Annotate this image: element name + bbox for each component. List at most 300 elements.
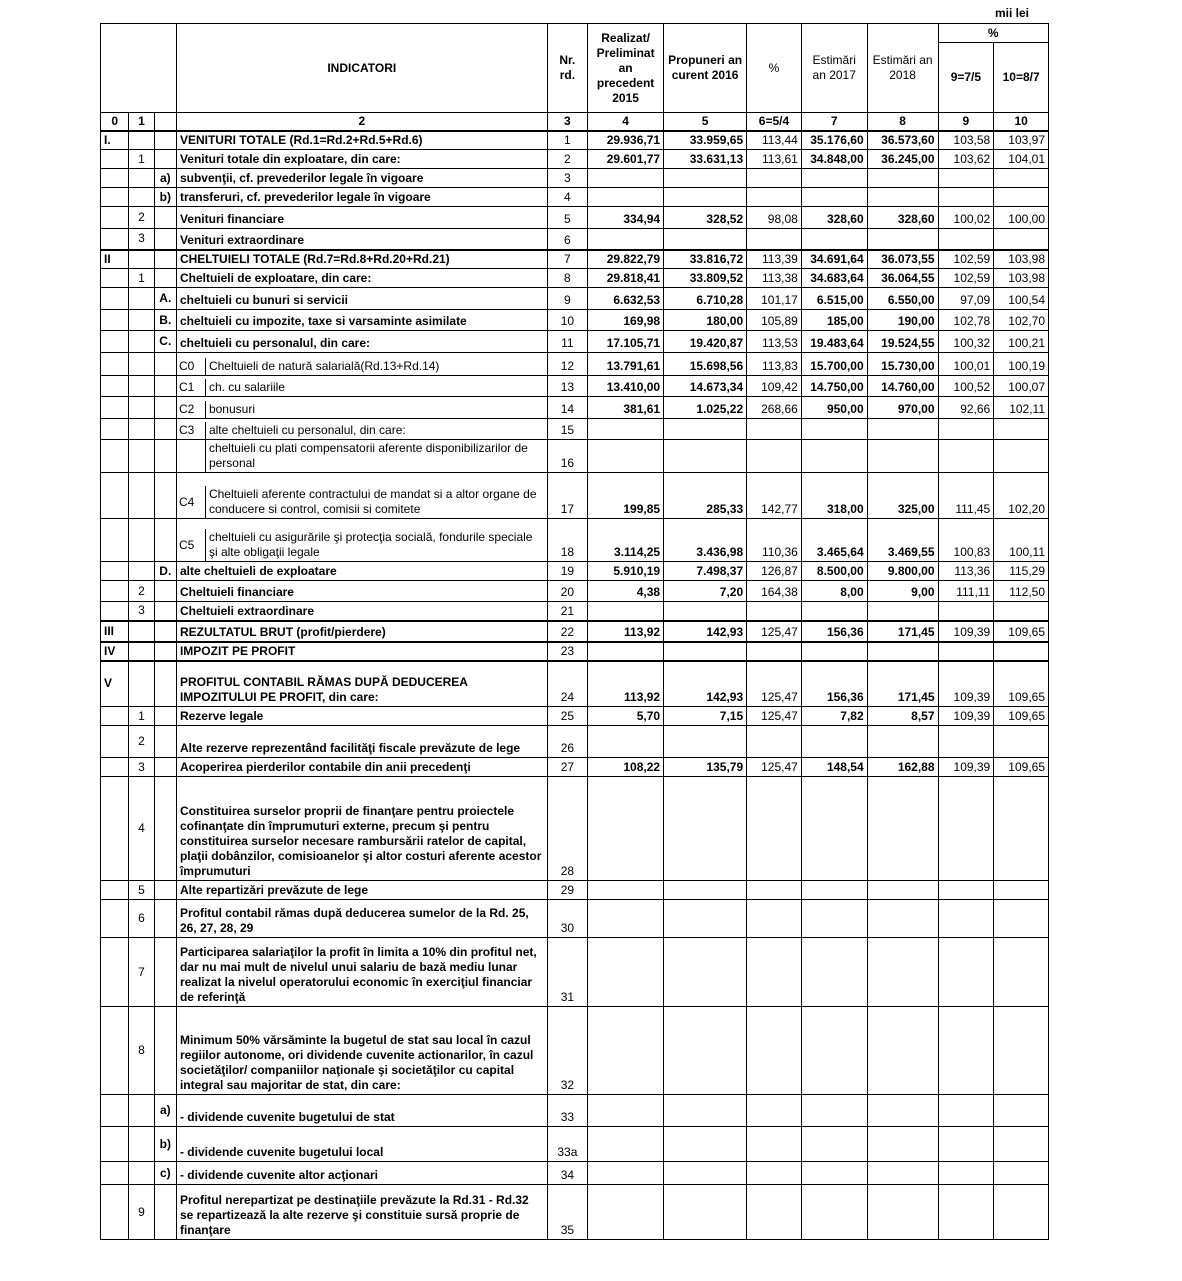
indicator-label: Alte repartizări prevăzute de lege — [176, 881, 547, 900]
pct-6 — [747, 602, 802, 621]
row-number: 12 — [547, 353, 588, 376]
pct-6 — [747, 1127, 802, 1162]
value-2017 — [801, 900, 867, 938]
value-2015: 108,22 — [588, 758, 664, 777]
value-2017: 156,36 — [801, 661, 867, 707]
value-2018 — [867, 1185, 938, 1240]
pct-10: 102,11 — [994, 397, 1049, 419]
section-number — [129, 331, 154, 353]
value-2015 — [588, 419, 664, 440]
section-number: 5 — [129, 881, 154, 900]
value-2017: 6.515,00 — [801, 288, 867, 310]
value-2015: 17.105,71 — [588, 331, 664, 353]
section-letter: b) — [154, 1127, 176, 1162]
section-roman — [101, 1095, 129, 1127]
value-2018: 8,57 — [867, 707, 938, 726]
section-number — [129, 621, 154, 642]
header-estimari-2017: Estimări an 2017 — [801, 24, 867, 113]
pct-6: 98,08 — [747, 207, 802, 229]
table-row — [101, 229, 1049, 250]
pct-10: 102,70 — [994, 310, 1049, 331]
section-number: 1 — [129, 150, 154, 169]
value-2018: 15.730,00 — [867, 353, 938, 376]
section-letter — [154, 777, 176, 881]
value-2015 — [588, 229, 664, 250]
value-2016: 7.498,37 — [664, 562, 747, 581]
value-2017 — [801, 440, 867, 473]
pct-9: 109,39 — [938, 758, 994, 777]
value-2015: 4,38 — [588, 581, 664, 602]
pct-6 — [747, 726, 802, 758]
value-2017: 8,00 — [801, 581, 867, 602]
indicator-label — [176, 376, 547, 397]
section-number — [129, 288, 154, 310]
indicator-label: Profitul contabil rămas după deducerea sumelor de la Rd. 25, 26, 27, 28, 29 — [176, 900, 547, 938]
column-index-1: 1 — [129, 113, 154, 132]
value-2016 — [664, 440, 747, 473]
value-2018: 36.245,00 — [867, 150, 938, 169]
row-number: 35 — [547, 1185, 588, 1240]
value-2017 — [801, 881, 867, 900]
value-2015 — [588, 169, 664, 188]
section-letter — [154, 269, 176, 288]
row-number: 20 — [547, 581, 588, 602]
value-2018 — [867, 726, 938, 758]
indicator-label: alte cheltuieli de exploatare — [176, 562, 547, 581]
table-row — [101, 473, 1049, 519]
table-row — [101, 188, 1049, 207]
header-nr-rd: Nr. rd. — [547, 24, 588, 113]
indicator-label: Profitul nerepartizat pe destinaţiile prevăzute la Rd.31 - Rd.32 se repartizează la alte rezerve şi constituie sursă proprie de finanţare — [176, 1185, 547, 1240]
row-number: 34 — [547, 1162, 588, 1185]
pct-6: 126,87 — [747, 562, 802, 581]
indicator-label: Minimum 50% vărsăminte la bugetul de stat sau local în cazul regiilor autonome, ori dividende cuvenite actionarilor, în cazul societăţilor/ companiilor naţionale şi societăţilor cu capital integral sau majoritar de stat, din care: — [176, 1007, 547, 1095]
section-roman — [101, 938, 129, 1007]
pct-9 — [938, 229, 994, 250]
section-number: 9 — [129, 1185, 154, 1240]
indicator-label: - dividende cuvenite altor acţionari — [176, 1162, 547, 1185]
section-number — [129, 661, 154, 707]
pct-6: 113,53 — [747, 331, 802, 353]
indicator-label: Constituirea surselor proprii de finanţare pentru proiectele cofinanţate din împrumuturi externe, precum şi pentru constituirea surselor necesare rambursării ratelor de capital, plaţii dobânzilor, comisioanelor şi altor costuri aferente acestor împrumuturi — [176, 777, 547, 881]
value-2018 — [867, 1095, 938, 1127]
section-number: 3 — [129, 758, 154, 777]
column-index-3: 2 — [176, 113, 547, 132]
section-letter: b) — [154, 188, 176, 207]
value-2016 — [664, 1007, 747, 1095]
indicator-label: Rezerve legale — [176, 707, 547, 726]
indicator-label: Venituri totale din exploatare, din care: — [176, 150, 547, 169]
section-roman — [101, 519, 129, 562]
header-realizat: Realizat/ Preliminat an precedent 2015 — [588, 24, 664, 113]
table-row — [101, 519, 1049, 562]
table-row — [101, 397, 1049, 419]
pct-10: 109,65 — [994, 661, 1049, 707]
pct-9 — [938, 726, 994, 758]
pct-10: 100,54 — [994, 288, 1049, 310]
pct-10 — [994, 642, 1049, 661]
indicator-label: CHELTUIELI TOTALE (Rd.7=Rd.8+Rd.20+Rd.21) — [176, 250, 547, 269]
section-number: 1 — [129, 707, 154, 726]
value-2018 — [867, 881, 938, 900]
value-2015: 169,98 — [588, 310, 664, 331]
pct-9: 111,45 — [938, 473, 994, 519]
indicator-label: Venituri financiare — [176, 207, 547, 229]
section-roman — [101, 726, 129, 758]
section-letter — [154, 1007, 176, 1095]
table-row — [101, 376, 1049, 397]
pct-9 — [938, 900, 994, 938]
pct-10: 100,07 — [994, 376, 1049, 397]
budget-table — [100, 23, 1049, 1240]
pct-6 — [747, 1185, 802, 1240]
section-roman — [101, 150, 129, 169]
column-index-11: 10 — [994, 113, 1049, 132]
indicator-label: - dividende cuvenite bugetului local — [176, 1127, 547, 1162]
indicator-label: REZULTATUL BRUT (profit/pierdere) — [176, 621, 547, 642]
row-number: 14 — [547, 397, 588, 419]
value-2015 — [588, 938, 664, 1007]
section-roman: V — [101, 661, 129, 707]
header-pct: % — [747, 24, 802, 113]
row-number: 27 — [547, 758, 588, 777]
value-2018: 171,45 — [867, 661, 938, 707]
value-2017 — [801, 1185, 867, 1240]
section-letter — [154, 419, 176, 440]
section-number — [129, 519, 154, 562]
row-number: 28 — [547, 777, 588, 881]
value-2018 — [867, 642, 938, 661]
indicator-text: cheltuieli cu asigurările şi protecţia socială, fondurile speciale şi alte obligaţii legale — [208, 530, 533, 559]
section-roman — [101, 376, 129, 397]
value-2015 — [588, 1127, 664, 1162]
section-letter: A. — [154, 288, 176, 310]
subsection-code: C4 — [177, 486, 206, 518]
section-roman — [101, 1185, 129, 1240]
pct-10 — [994, 188, 1049, 207]
value-2018 — [867, 440, 938, 473]
value-2015: 3.114,25 — [588, 519, 664, 562]
pct-9 — [938, 881, 994, 900]
value-2015 — [588, 1095, 664, 1127]
pct-10: 102,20 — [994, 473, 1049, 519]
value-2018: 325,00 — [867, 473, 938, 519]
indicator-label — [176, 397, 547, 419]
value-2017: 318,00 — [801, 473, 867, 519]
value-2016 — [664, 419, 747, 440]
section-roman — [101, 419, 129, 440]
pct-10: 100,19 — [994, 353, 1049, 376]
pct-10 — [994, 777, 1049, 881]
column-index-2 — [154, 113, 176, 132]
pct-10 — [994, 419, 1049, 440]
subsection-code: C3 — [177, 422, 206, 439]
value-2016: 33.631,13 — [664, 150, 747, 169]
pct-10 — [994, 440, 1049, 473]
section-roman — [101, 758, 129, 777]
column-index-6: 5 — [664, 113, 747, 132]
pct-10 — [994, 229, 1049, 250]
section-roman — [101, 1162, 129, 1185]
table-row — [101, 419, 1049, 440]
section-roman — [101, 188, 129, 207]
value-2016 — [664, 1162, 747, 1185]
row-number: 25 — [547, 707, 588, 726]
section-letter: B. — [154, 310, 176, 331]
value-2017: 950,00 — [801, 397, 867, 419]
value-2018: 14.760,00 — [867, 376, 938, 397]
section-letter: c) — [154, 1162, 176, 1185]
table-row — [101, 1185, 1049, 1240]
header-indicatori: INDICATORI — [176, 24, 547, 113]
pct-6 — [747, 1007, 802, 1095]
section-number: 2 — [129, 581, 154, 602]
value-2017 — [801, 169, 867, 188]
pct-6 — [747, 881, 802, 900]
value-2017: 19.483,64 — [801, 331, 867, 353]
section-roman — [101, 169, 129, 188]
value-2016: 135,79 — [664, 758, 747, 777]
pct-10: 100,00 — [994, 207, 1049, 229]
value-2018 — [867, 1127, 938, 1162]
value-2015 — [588, 440, 664, 473]
section-number — [129, 397, 154, 419]
pct-6: 113,83 — [747, 353, 802, 376]
pct-9 — [938, 1185, 994, 1240]
section-roman — [101, 581, 129, 602]
value-2017: 34.848,00 — [801, 150, 867, 169]
table-row — [101, 353, 1049, 376]
section-number — [129, 188, 154, 207]
pct-9: 100,32 — [938, 331, 994, 353]
value-2016 — [664, 229, 747, 250]
indicator-label: Cheltuieli financiare — [176, 581, 547, 602]
row-number: 21 — [547, 602, 588, 621]
section-number — [129, 169, 154, 188]
row-number: 29 — [547, 881, 588, 900]
pct-10 — [994, 1127, 1049, 1162]
pct-9 — [938, 777, 994, 881]
row-number: 33 — [547, 1095, 588, 1127]
row-number: 9 — [547, 288, 588, 310]
value-2016 — [664, 642, 747, 661]
section-number: 8 — [129, 1007, 154, 1095]
section-number — [129, 1095, 154, 1127]
section-letter — [154, 661, 176, 707]
pct-10 — [994, 1185, 1049, 1240]
pct-9 — [938, 938, 994, 1007]
pct-10 — [994, 1095, 1049, 1127]
section-letter — [154, 440, 176, 473]
value-2016 — [664, 900, 747, 938]
table-row — [101, 621, 1049, 642]
value-2018 — [867, 1007, 938, 1095]
value-2017 — [801, 602, 867, 621]
indicator-label: IMPOZIT PE PROFIT — [176, 642, 547, 661]
section-letter — [154, 707, 176, 726]
value-2017: 8.500,00 — [801, 562, 867, 581]
table-row — [101, 1127, 1049, 1162]
table-row — [101, 150, 1049, 169]
indicator-label — [176, 473, 547, 519]
pct-6 — [747, 169, 802, 188]
value-2018: 171,45 — [867, 621, 938, 642]
pct-6 — [747, 1095, 802, 1127]
section-number: 3 — [129, 602, 154, 621]
value-2017 — [801, 188, 867, 207]
pct-9: 103,62 — [938, 150, 994, 169]
value-2018 — [867, 900, 938, 938]
value-2016: 6.710,28 — [664, 288, 747, 310]
section-letter — [154, 881, 176, 900]
value-2016 — [664, 602, 747, 621]
pct-6: 113,44 — [747, 131, 802, 150]
pct-9 — [938, 642, 994, 661]
pct-9: 113,36 — [938, 562, 994, 581]
section-number: 6 — [129, 900, 154, 938]
pct-10 — [994, 726, 1049, 758]
indicator-label: cheltuieli cu bunuri si servicii — [176, 288, 547, 310]
header-estimari-2018: Estimări an 2018 — [867, 24, 938, 113]
value-2018 — [867, 169, 938, 188]
value-2017: 14.750,00 — [801, 376, 867, 397]
value-2017 — [801, 1007, 867, 1095]
table-row — [101, 661, 1049, 707]
value-2016 — [664, 1127, 747, 1162]
row-number: 15 — [547, 419, 588, 440]
value-2016 — [664, 169, 747, 188]
pct-10: 109,65 — [994, 758, 1049, 777]
value-2016 — [664, 938, 747, 1007]
value-2016: 14.673,34 — [664, 376, 747, 397]
value-2016 — [664, 881, 747, 900]
value-2015 — [588, 1162, 664, 1185]
value-2018: 36.073,55 — [867, 250, 938, 269]
indicator-label: - dividende cuvenite bugetului de stat — [176, 1095, 547, 1127]
pct-6: 125,47 — [747, 758, 802, 777]
section-letter — [154, 229, 176, 250]
pct-10 — [994, 938, 1049, 1007]
section-number — [129, 473, 154, 519]
pct-10 — [994, 900, 1049, 938]
row-number: 10 — [547, 310, 588, 331]
value-2015: 113,92 — [588, 661, 664, 707]
row-number: 26 — [547, 726, 588, 758]
section-roman — [101, 310, 129, 331]
value-2016: 19.420,87 — [664, 331, 747, 353]
row-number: 18 — [547, 519, 588, 562]
pct-6: 125,47 — [747, 621, 802, 642]
section-roman — [101, 473, 129, 519]
table-row — [101, 250, 1049, 269]
indicator-label: cheltuieli cu impozite, taxe si varsaminte asimilate — [176, 310, 547, 331]
value-2018 — [867, 188, 938, 207]
section-number: 2 — [129, 726, 154, 758]
value-2018: 19.524,55 — [867, 331, 938, 353]
pct-9: 111,11 — [938, 581, 994, 602]
value-2018 — [867, 419, 938, 440]
value-2016: 180,00 — [664, 310, 747, 331]
pct-9: 102,59 — [938, 250, 994, 269]
row-number: 3 — [547, 169, 588, 188]
table-row — [101, 777, 1049, 881]
value-2018: 9.800,00 — [867, 562, 938, 581]
indicator-label — [176, 419, 547, 440]
value-2018: 36.573,60 — [867, 131, 938, 150]
pct-10: 104,01 — [994, 150, 1049, 169]
pct-9: 102,59 — [938, 269, 994, 288]
section-letter — [154, 397, 176, 419]
table-row — [101, 707, 1049, 726]
value-2018: 3.469,55 — [867, 519, 938, 562]
value-2016: 33.959,65 — [664, 131, 747, 150]
row-number: 22 — [547, 621, 588, 642]
section-roman: II — [101, 250, 129, 269]
pct-9 — [938, 419, 994, 440]
value-2017 — [801, 1095, 867, 1127]
section-letter: C. — [154, 331, 176, 353]
indicator-label: Acoperirea pierderilor contabile din anii precedenţi — [176, 758, 547, 777]
section-letter — [154, 938, 176, 1007]
column-index-4: 3 — [547, 113, 588, 132]
pct-9 — [938, 602, 994, 621]
section-letter: a) — [154, 1095, 176, 1127]
row-number: 33a — [547, 1127, 588, 1162]
section-number — [129, 562, 154, 581]
pct-9: 92,66 — [938, 397, 994, 419]
pct-9: 109,39 — [938, 707, 994, 726]
section-letter — [154, 207, 176, 229]
table-row — [101, 269, 1049, 288]
pct-9: 103,58 — [938, 131, 994, 150]
section-letter: a) — [154, 169, 176, 188]
value-2016: 7,15 — [664, 707, 747, 726]
section-letter: D. — [154, 562, 176, 581]
value-2015 — [588, 777, 664, 881]
pct-6: 113,39 — [747, 250, 802, 269]
section-roman — [101, 288, 129, 310]
indicator-label: PROFITUL CONTABIL RĂMAS DUPĂ DEDUCEREA IMPOZITULUI PE PROFIT, din care: — [176, 661, 547, 707]
indicator-text: Cheltuieli aferente contractului de mandat si a altor organe de conducere si control, comisii si comitete — [208, 487, 537, 516]
table-row — [101, 562, 1049, 581]
pct-10: 103,97 — [994, 131, 1049, 150]
section-roman: I. — [101, 131, 129, 150]
value-2017 — [801, 938, 867, 1007]
section-roman — [101, 1007, 129, 1095]
section-number — [129, 376, 154, 397]
value-2015: 29.818,41 — [588, 269, 664, 288]
indicator-label: Alte rezerve reprezentând facilităţi fiscale prevăzute de lege — [176, 726, 547, 758]
section-number — [129, 310, 154, 331]
pct-9 — [938, 1127, 994, 1162]
value-2015: 13.791,61 — [588, 353, 664, 376]
value-2018 — [867, 938, 938, 1007]
value-2015: 29.822,79 — [588, 250, 664, 269]
value-2016: 33.816,72 — [664, 250, 747, 269]
indicator-label: VENITURI TOTALE (Rd.1=Rd.2+Rd.5+Rd.6) — [176, 131, 547, 150]
section-number: 7 — [129, 938, 154, 1007]
indicator-text: cheltuieli cu plati compensatorii aferente disponibilizarilor de personal — [208, 441, 528, 470]
header-blank — [101, 24, 177, 113]
section-roman — [101, 229, 129, 250]
indicator-label: subvenţii, cf. prevederilor legale în vigoare — [176, 169, 547, 188]
value-2015 — [588, 900, 664, 938]
value-2015 — [588, 881, 664, 900]
value-2018 — [867, 602, 938, 621]
table-row — [101, 440, 1049, 473]
table-row — [101, 1162, 1049, 1185]
indicator-label: Venituri extraordinare — [176, 229, 547, 250]
